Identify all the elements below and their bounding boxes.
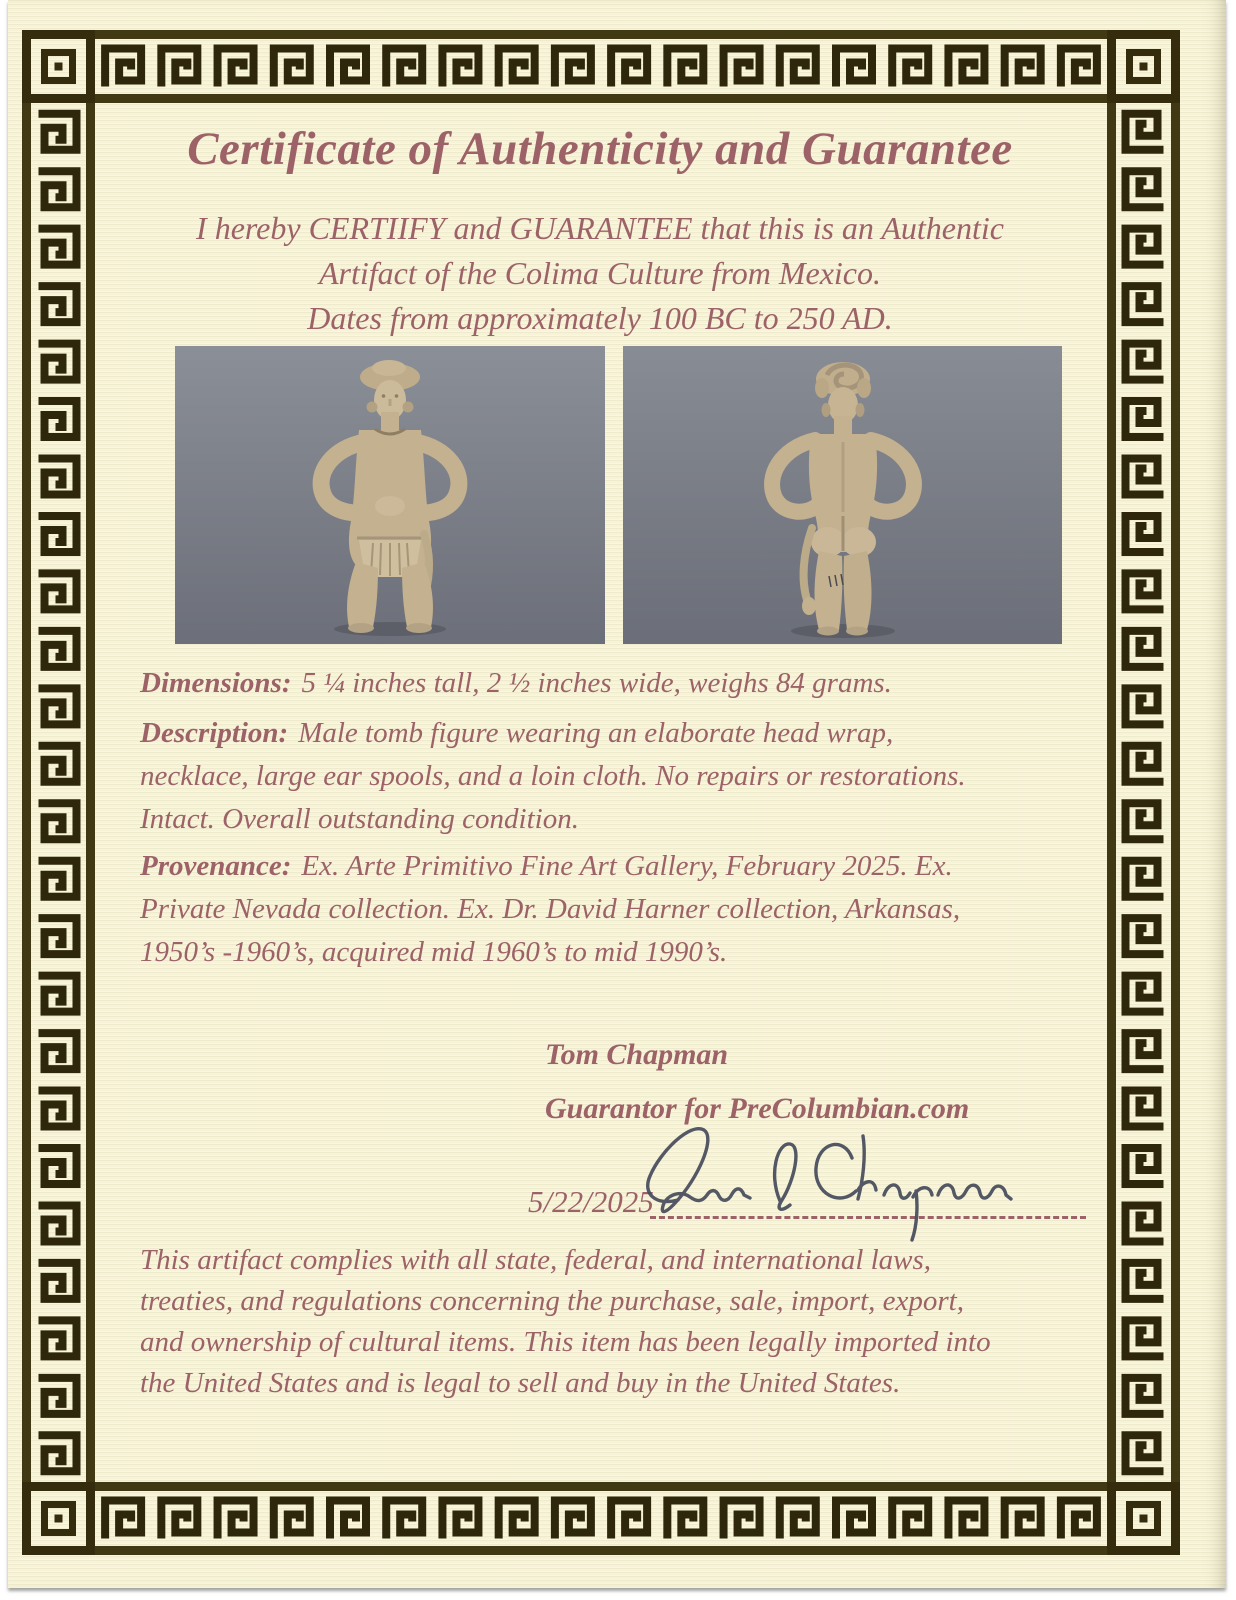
signatory-role: Guarantor for PreColumbian.com — [545, 1092, 970, 1125]
legal-line: This artifact complies with all state, federal, and international laws, — [140, 1244, 932, 1276]
certification-line: Dates from approximately 100 BC to 250 AD. — [307, 300, 893, 336]
provenance-line: Private Nevada collection. Ex. Dr. David Harner collection, Arkansas, — [140, 893, 961, 925]
description-label: Description: — [140, 717, 289, 749]
description-line: necklace, large ear spools, and a loin cloth. No repairs or restorations. — [140, 760, 966, 792]
description-line: Intact. Overall outstanding condition. — [140, 803, 579, 835]
legal-statement — [140, 1240, 1095, 1404]
provenance-line: 1950’s -1960’s, acquired mid 1960’s to mid 1990’s. — [140, 936, 728, 968]
provenance-text: Ex. Arte Primitivo Fine Art Gallery, February 2025. Ex. — [301, 850, 953, 882]
handwritten-signature — [612, 1100, 1052, 1250]
artifact-front-view-photo — [175, 346, 605, 644]
certification-statement — [95, 206, 1105, 341]
certification-line: Artifact of the Colima Culture from Mexico. — [319, 255, 881, 291]
legal-line: the United States and is legal to sell and buy in the United States. — [140, 1367, 901, 1399]
provenance-line — [140, 845, 1095, 888]
signature-date: 5/22/2025 — [528, 1184, 654, 1219]
dimensions-text: 5 ¼ inches tall, 2 ½ inches wide, weighs 84 grams. — [301, 667, 892, 699]
description-section — [140, 712, 1095, 841]
legal-line: and ownership of cultural items. This item has been legally imported into — [140, 1326, 991, 1358]
provenance-label: Provenance: — [140, 850, 292, 882]
description-text: Male tomb figure wearing an elaborate head wrap, — [298, 717, 894, 749]
signatory-name: Tom Chapman — [545, 1038, 729, 1071]
legal-line: treaties, and regulations concerning the purchase, sale, import, export, — [140, 1285, 964, 1317]
certification-line: I hereby CERTIIFY and GUARANTEE that this is an Authentic — [196, 210, 1004, 246]
artifact-back-view-photo — [623, 346, 1062, 644]
provenance-section — [140, 845, 1095, 974]
certificate-title: Certificate of Authenticity and Guarantee — [187, 123, 1013, 175]
colima-figure-back-image — [623, 346, 1062, 644]
dimensions-section — [140, 662, 1095, 705]
description-line — [140, 712, 1095, 755]
dimensions-label: Dimensions: — [140, 667, 292, 699]
colima-figure-front-image — [175, 346, 605, 644]
